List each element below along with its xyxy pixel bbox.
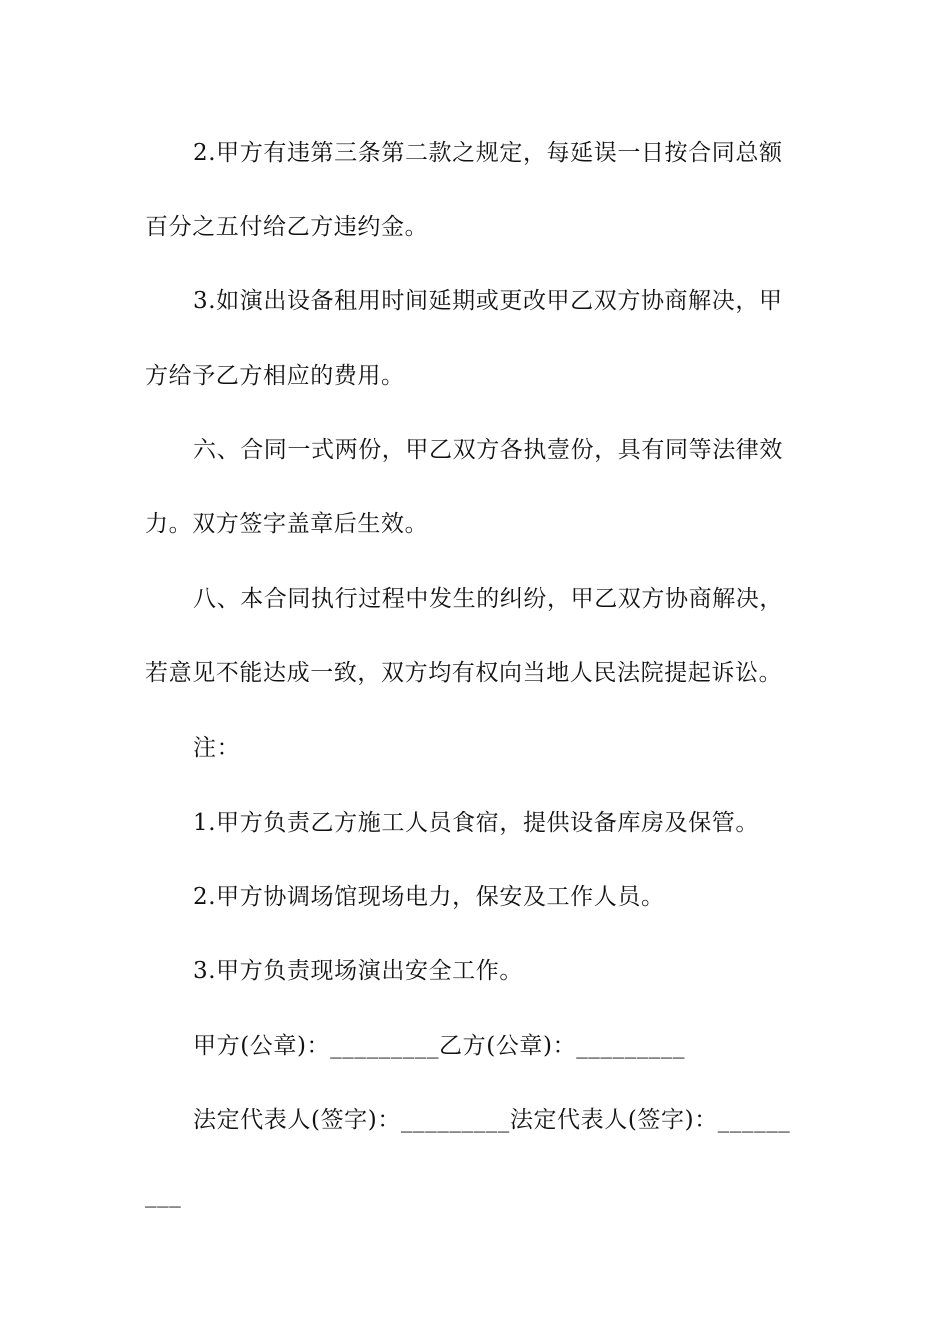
note-heading: 注： bbox=[193, 735, 241, 761]
clause-6-line-1: 六、合同一式两份，甲乙双方各执壹份，具有同等法律效 bbox=[193, 437, 783, 463]
signature-line-continuation: ___ bbox=[145, 1182, 182, 1208]
seal-signature-line: 甲方(公章)：_________乙方(公章)：_________ bbox=[193, 1033, 686, 1059]
clause-5-item-2-line-1: 2.甲方有违第三条第二款之规定，每延误一日按合同总额 bbox=[193, 140, 783, 166]
note-item-3: 3.甲方负责现场演出安全工作。 bbox=[193, 958, 523, 984]
clause-5-item-2-line-2: 百分之五付给乙方违约金。 bbox=[145, 214, 429, 240]
clause-8-line-2: 若意见不能达成一致，双方均有权向当地人民法院提起诉讼。 bbox=[145, 660, 783, 686]
clause-6-line-2: 力。双方签字盖章后生效。 bbox=[145, 511, 429, 537]
representative-signature-line: 法定代表人(签字)：_________法定代表人(签字)：______ bbox=[193, 1107, 791, 1133]
clause-5-item-3-line-2: 方给予乙方相应的费用。 bbox=[145, 363, 405, 389]
note-item-2: 2.甲方协调场馆现场电力，保安及工作人员。 bbox=[193, 884, 665, 910]
clause-8-line-1: 八、本合同执行过程中发生的纠纷，甲乙双方协商解决， bbox=[193, 586, 783, 612]
clause-5-item-3-line-1: 3.如演出设备租用时间延期或更改甲乙双方协商解决，甲 bbox=[193, 288, 783, 314]
note-item-1: 1.甲方负责乙方施工人员食宿，提供设备库房及保管。 bbox=[193, 810, 759, 836]
